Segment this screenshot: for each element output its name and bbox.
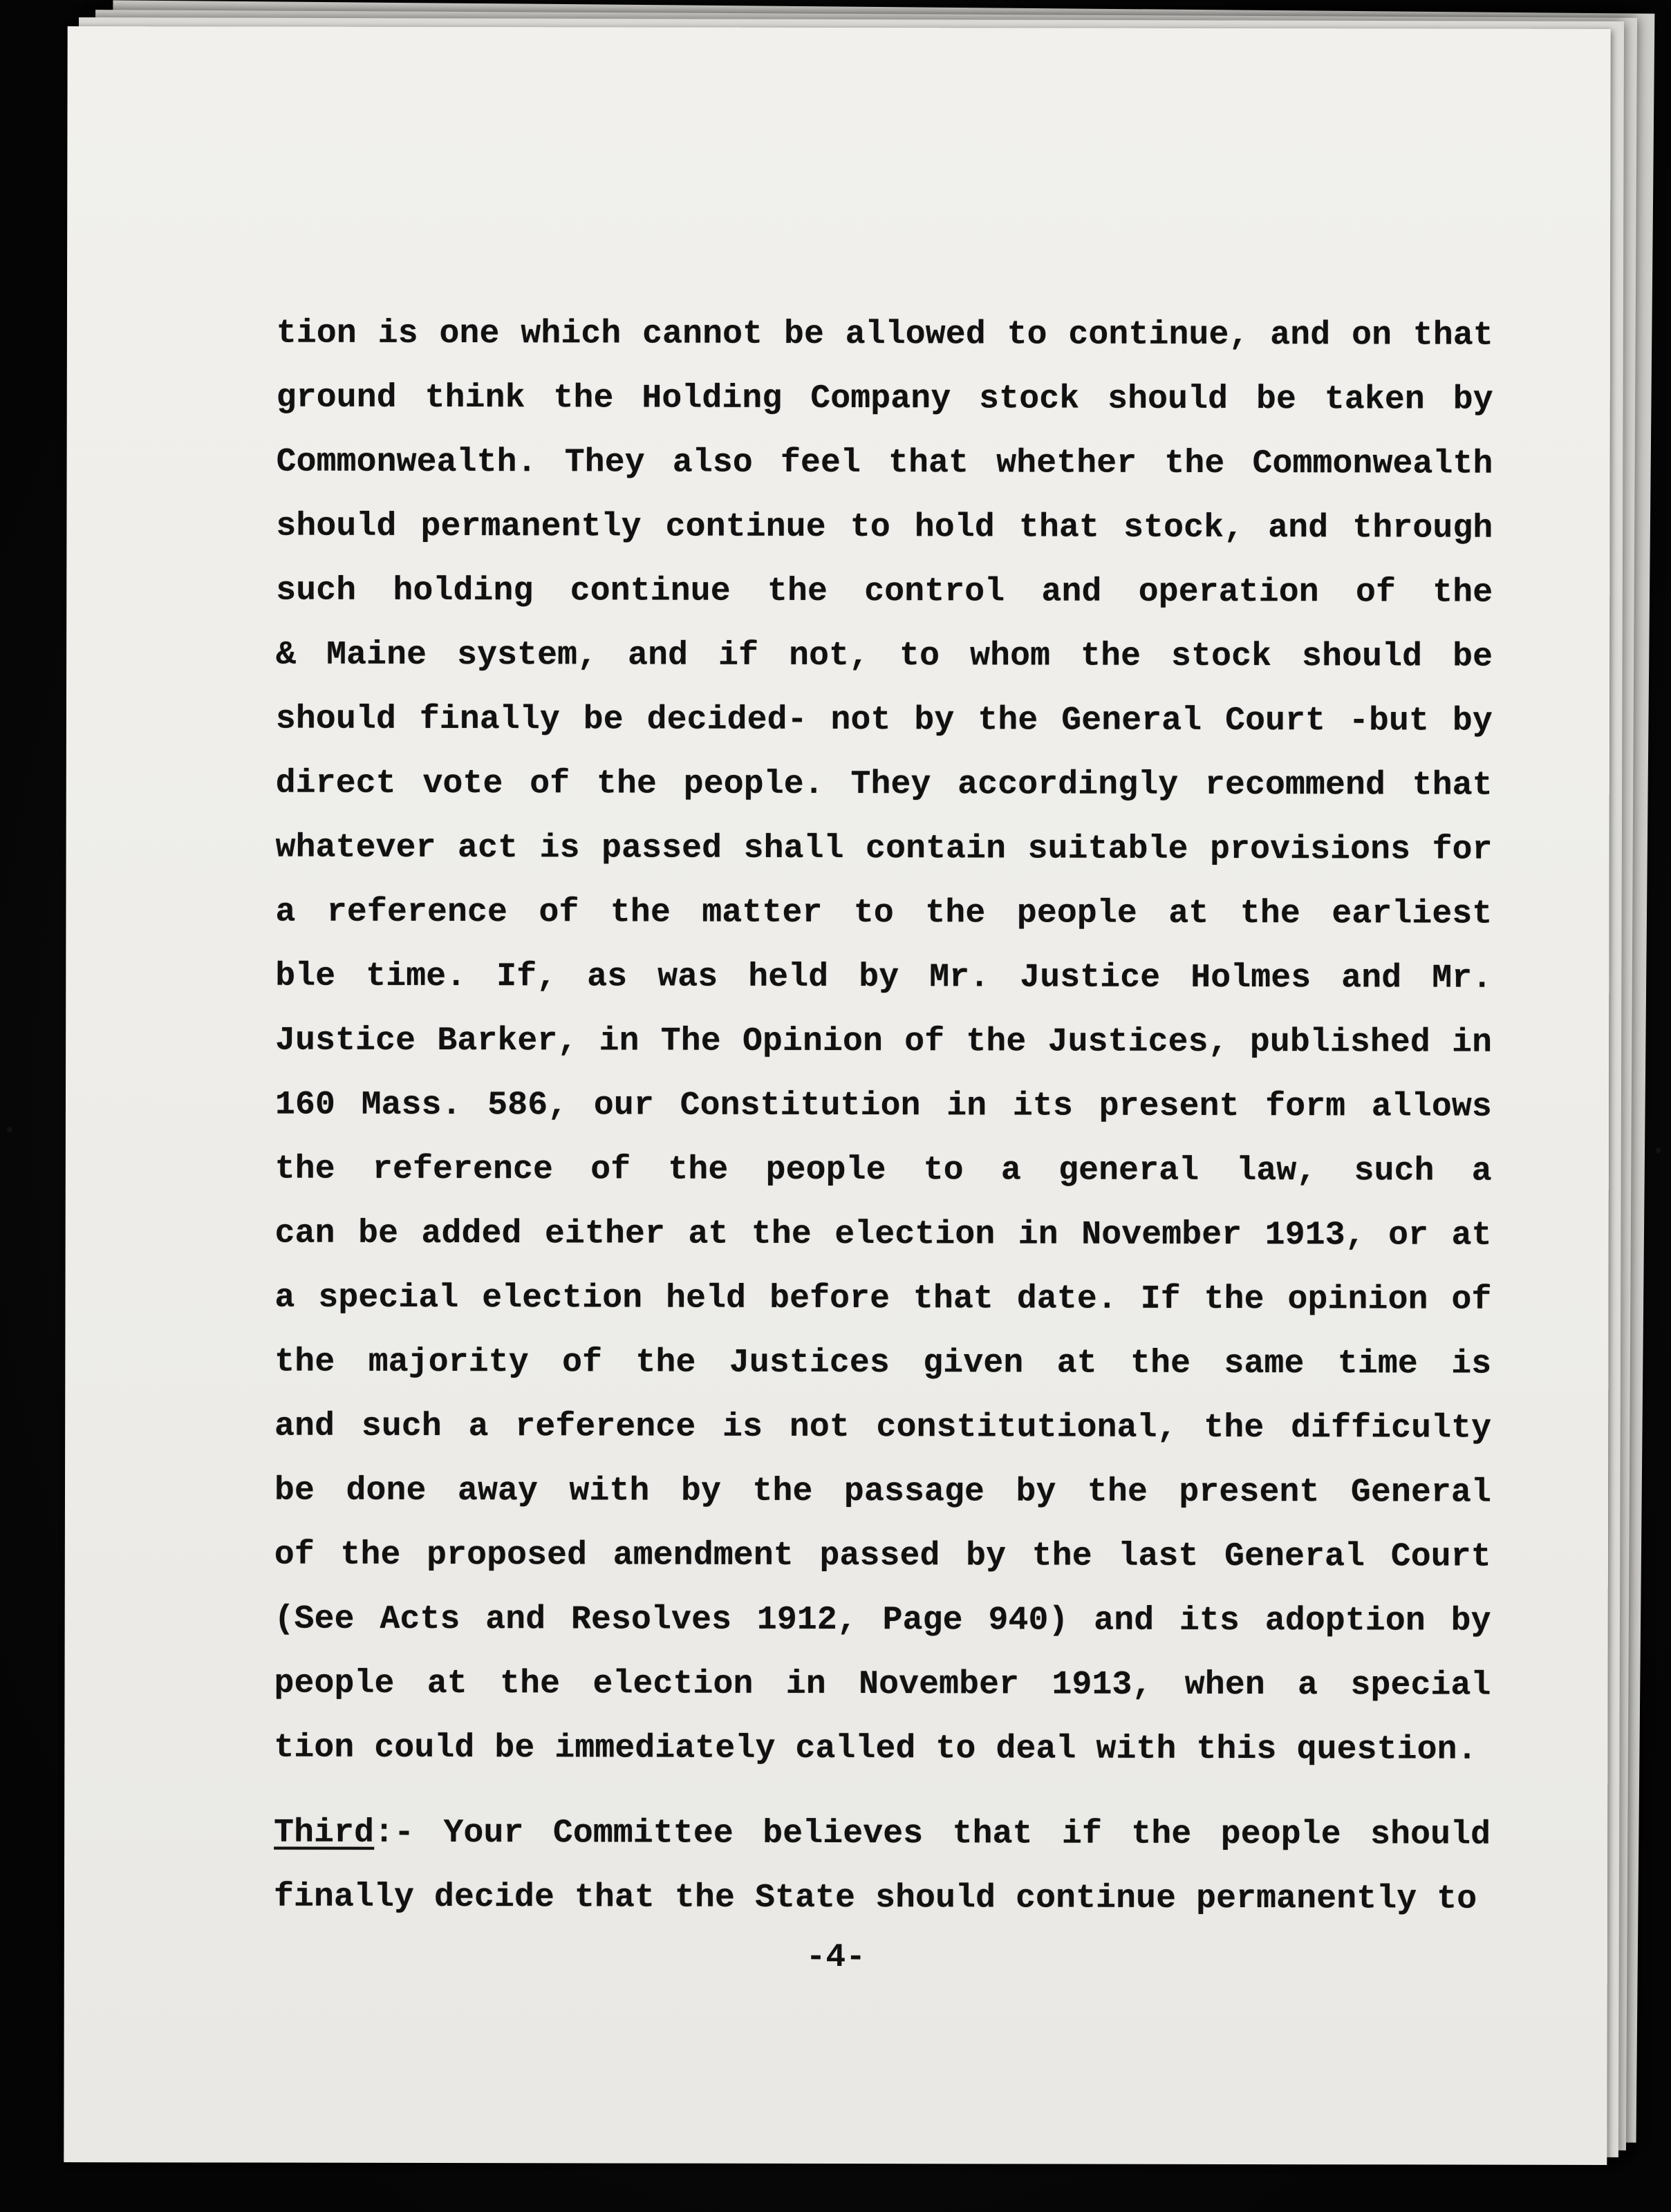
text-line: finally decide that the State should continue permanently to: [273, 1878, 1477, 1918]
text-line: such holding continue the control and operation of the: [276, 572, 1493, 612]
text-line-third: [274, 1801, 1491, 1868]
text-line: direct vote of the people. They accordingly recommend that: [275, 765, 1493, 805]
text-line: be done away with by the passage by the present General: [274, 1472, 1492, 1512]
text-line: ground think the Holding Company stock should be taken by: [276, 379, 1493, 419]
body-text: [274, 302, 1493, 1932]
text-line: a reference of the matter to the people at the earliest: [275, 893, 1493, 933]
text-line: the reference of the people to a general law, such a: [274, 1150, 1492, 1190]
text-line: tion is one which cannot be allowed to continue, and on that: [276, 315, 1493, 355]
text-line: 160 Mass. 586, our Constitution in its present form allows: [274, 1086, 1493, 1126]
text-line: and such a reference is not constitutional, the difficulty: [274, 1407, 1492, 1447]
paragraph-gap: [274, 1781, 1491, 1803]
text-line: of the proposed amendment passed by the last General Court: [274, 1536, 1491, 1576]
text-line: Justice Barker, in The Opinion of the Justices, published in: [275, 1022, 1493, 1062]
text-line: the majority of the Justices given at the same time is: [274, 1343, 1492, 1383]
text-line: should permanently continue to hold that stock, and through: [276, 507, 1493, 547]
page-number: -4-: [805, 1938, 866, 1977]
text-line: a special election held before that date. If the opinion of: [274, 1279, 1492, 1319]
text-line: (See Acts and Resolves 1912, Page 940) and its adoption by: [274, 1600, 1491, 1640]
text-line: whatever act is passed shall contain suitable provisions for: [275, 829, 1493, 869]
text-line: tion could be immediately called to deal with this question.: [274, 1729, 1477, 1769]
text-fragment: :- Your Committee believes that if the people should: [374, 1814, 1491, 1854]
text-line: can be added either at the election in November 1913, or at: [274, 1215, 1492, 1255]
dust-speck: [7, 1127, 12, 1132]
document-page: [64, 26, 1610, 2165]
text-line: & Maine system, and if not, to whom the stock should be: [276, 636, 1493, 676]
section-heading-third: Third: [274, 1814, 375, 1852]
dust-speck: [1656, 1147, 1661, 1154]
text-line: should finally be decided- not by the General Court -but by: [275, 700, 1493, 740]
text-line: people at the election in November 1913, when a special: [274, 1665, 1491, 1705]
text-line: ble time. If, as was held by Mr. Justice Holmes and Mr.: [275, 957, 1493, 997]
text-line: Commonwealth. They also feel that whether the Commonwealth: [276, 443, 1493, 483]
